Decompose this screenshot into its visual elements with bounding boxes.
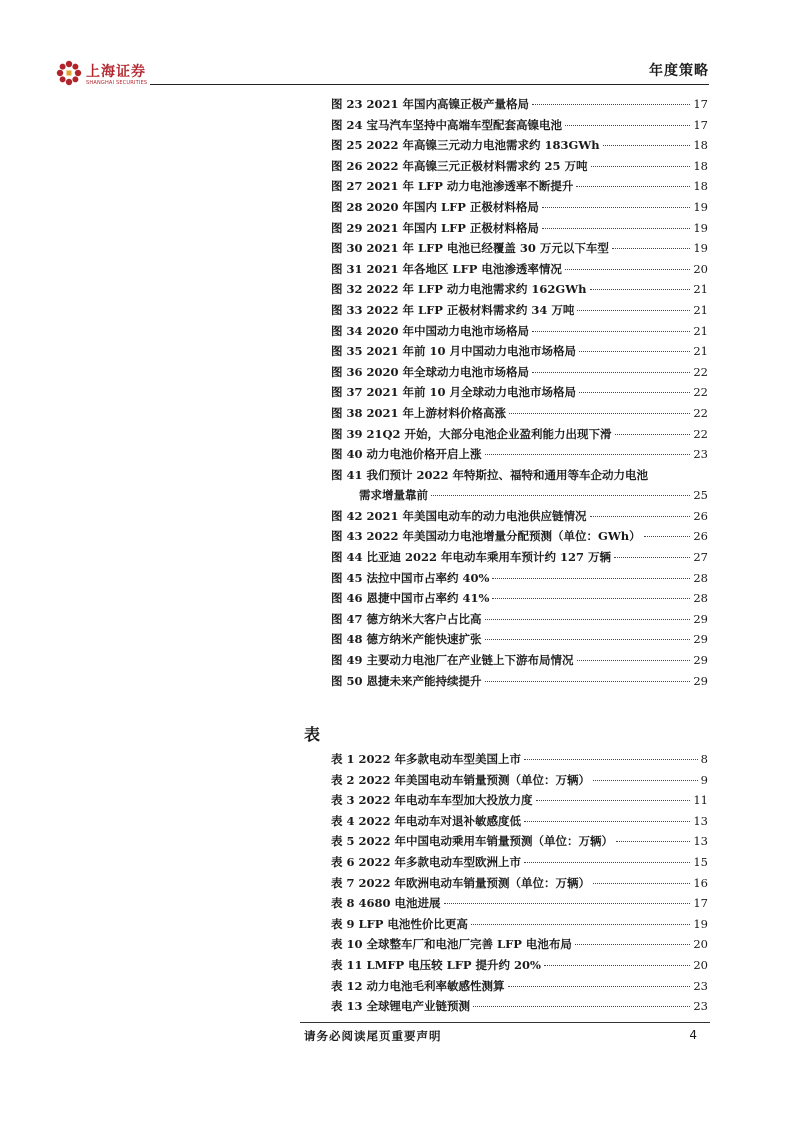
dot-leader: [473, 1006, 690, 1007]
figure-entry-page-number: 22: [693, 405, 708, 420]
figure-entry-label: 图 44 比亚迪 2022 年电动车乘用车预计约 127 万辆: [331, 550, 612, 565]
table-entry-label: 表 4 2022 年电动车对退补敏感度低: [331, 813, 522, 828]
figure-entry-page-number: 28: [693, 591, 708, 606]
table-entry-page-number: 23: [693, 999, 708, 1014]
figure-entry-label-continuation: 需求增量靠前: [359, 488, 428, 503]
dot-leader: [532, 331, 690, 332]
figure-entry[interactable]: [331, 300, 708, 321]
figure-entry-page-number: 21: [693, 282, 708, 297]
table-entry-label: 表 8 4680 电池进展: [331, 896, 441, 911]
table-entry[interactable]: [331, 749, 708, 770]
page-number: 4: [689, 1028, 697, 1042]
figure-entry[interactable]: [331, 362, 708, 383]
figure-entry-page-number: 22: [693, 426, 708, 441]
figure-entry[interactable]: [331, 568, 708, 589]
dot-leader: [485, 681, 691, 682]
table-entry-label: 表 11 LMFP 电压较 LFP 提升约 20%: [331, 957, 541, 972]
figure-entry[interactable]: [331, 650, 708, 671]
figure-entry-page-number: 17: [693, 117, 708, 132]
figure-entry-page-number: 19: [693, 199, 708, 214]
table-entry-label: 表 3 2022 年电动车车型加大投放力度: [331, 793, 533, 808]
table-entry-label: 表 6 2022 年多款电动车型欧洲上市: [331, 854, 522, 869]
figure-entry-page-number: 20: [693, 261, 708, 276]
figure-entry-page-number: 22: [693, 385, 708, 400]
figure-entry-page-number: 29: [693, 632, 708, 647]
dot-leader: [644, 536, 691, 537]
figure-entry-label: 图 28 2020 年国内 LFP 正极材料格局: [331, 199, 539, 214]
figure-entry[interactable]: [331, 671, 708, 692]
figure-entry[interactable]: [331, 176, 708, 197]
dot-leader: [485, 639, 691, 640]
figure-entry-label: 图 40 动力电池价格开启上涨: [331, 447, 482, 462]
figure-entry-label: 图 49 主要动力电池厂在产业链上下游布局情况: [331, 653, 574, 668]
table-entry[interactable]: [331, 934, 708, 955]
table-entry[interactable]: [331, 770, 708, 791]
table-entry[interactable]: [331, 914, 708, 935]
dot-leader: [577, 310, 690, 311]
logo-emblem-icon: [56, 60, 82, 86]
dot-leader: [590, 289, 691, 290]
table-entry-page-number: 15: [693, 854, 708, 869]
figure-entry[interactable]: [331, 115, 708, 136]
dot-leader: [444, 903, 691, 904]
dot-leader: [593, 780, 698, 781]
figure-entry[interactable]: [331, 94, 708, 115]
dot-leader: [524, 821, 690, 822]
table-entry-page-number: 9: [700, 772, 708, 787]
figure-entry-page-number: 21: [693, 344, 708, 359]
figure-entry[interactable]: [331, 526, 708, 547]
figure-entry-page-number: 18: [693, 158, 708, 173]
figure-entry[interactable]: [331, 609, 708, 630]
logo-english-name: SHANGHAI SECURITIES: [86, 80, 148, 86]
table-entry-label: 表 1 2022 年多款电动车型美国上市: [331, 752, 522, 766]
table-entry-page-number: 16: [693, 875, 708, 890]
dot-leader: [524, 862, 690, 863]
figure-entry-label: 图 23 2021 年国内高镍正极产量格局: [331, 97, 530, 111]
figure-entry[interactable]: [331, 321, 708, 342]
figure-entry[interactable]: [331, 238, 708, 259]
table-entry-label: 表 12 动力电池毛利率敏感性测算: [331, 978, 505, 993]
figure-entry[interactable]: [331, 403, 708, 424]
figure-entry-page-number: 21: [693, 302, 708, 317]
dot-leader: [485, 619, 691, 620]
table-entry[interactable]: [331, 831, 708, 852]
figure-entry-label: 图 31 2021 年各地区 LFP 电池渗透率情况: [331, 261, 562, 276]
header-divider: [150, 84, 709, 85]
figure-entry[interactable]: [331, 465, 708, 506]
figure-entry-label: 图 34 2020 年中国动力电池市场格局: [331, 323, 530, 338]
figure-entry-label: 图 37 2021 年前 10 月全球动力电池市场格局: [331, 385, 577, 400]
dot-leader: [593, 883, 690, 884]
figure-entry-label: 图 29 2021 年国内 LFP 正极材料格局: [331, 220, 539, 235]
figure-entry-label: 图 38 2021 年上游材料价格高涨: [331, 405, 507, 420]
figure-entry-label: 图 46 恩捷中国市占率约 41%: [331, 591, 490, 606]
table-entry[interactable]: [331, 873, 708, 894]
table-entry-page-number: 11: [693, 793, 708, 808]
table-entry[interactable]: [331, 852, 708, 873]
dot-leader: [615, 434, 691, 435]
footer-divider: [300, 1022, 710, 1023]
figure-entry[interactable]: [331, 156, 708, 177]
dot-leader: [492, 598, 690, 599]
dot-leader: [536, 800, 691, 801]
dot-leader: [579, 351, 690, 352]
table-list: [331, 749, 708, 1017]
dot-leader: [508, 986, 691, 987]
table-entry-page-number: 8: [700, 752, 708, 766]
table-entry-page-number: 17: [693, 896, 708, 911]
page-header: [0, 0, 793, 100]
dot-leader: [612, 248, 690, 249]
figure-entry[interactable]: [331, 506, 708, 527]
dot-leader: [524, 759, 698, 760]
figure-entry-page-number: 23: [693, 447, 708, 462]
figure-entry-label: 图 24 宝马汽车坚持中高端车型配套高镍电池: [331, 117, 563, 132]
figure-entry[interactable]: [331, 218, 708, 239]
figure-entry-label: 图 26 2022 年高镍三元正极材料需求约 25 万吨: [331, 158, 588, 173]
table-entry[interactable]: [331, 811, 708, 832]
figure-entry[interactable]: [331, 588, 708, 609]
table-entry-page-number: 20: [693, 957, 708, 972]
table-entry-page-number: 19: [693, 916, 708, 931]
dot-leader: [431, 495, 690, 496]
figure-entry-page-number: 26: [693, 508, 708, 523]
dot-leader: [544, 965, 690, 966]
table-entry-page-number: 13: [693, 834, 708, 849]
figure-entry-label: 图 32 2022 年 LFP 动力电池需求约 162GWh: [331, 282, 587, 297]
figure-entry[interactable]: [331, 197, 708, 218]
table-entry[interactable]: [331, 955, 708, 976]
figure-entry-page-number: 22: [693, 364, 708, 379]
figure-entry-label: 图 48 德方纳米产能快速扩张: [331, 632, 482, 647]
dot-leader: [542, 228, 690, 229]
figure-entry[interactable]: [331, 382, 708, 403]
figure-entry-page-number: 17: [693, 97, 708, 111]
dot-leader: [616, 841, 690, 842]
dot-leader: [579, 392, 690, 393]
figure-entry-page-number: 29: [693, 611, 708, 626]
tables-section-title: 表: [304, 725, 321, 744]
table-entry-page-number: 20: [693, 937, 708, 952]
figure-entry-label: 图 27 2021 年 LFP 动力电池渗透率不断提升: [331, 179, 574, 194]
dot-leader: [565, 125, 690, 126]
figure-entry-page-number: 29: [693, 653, 708, 668]
table-entry-label: 表 5 2022 年中国电动乘用车销量预测（单位：万辆）: [331, 834, 614, 849]
dot-leader: [614, 557, 690, 558]
figure-entry-page-number: 26: [693, 529, 708, 544]
company-logo: [56, 60, 156, 90]
footer-disclaimer: 请务必阅读尾页重要声明: [304, 1029, 442, 1043]
figure-entry[interactable]: [331, 259, 708, 280]
figure-list: [331, 94, 708, 691]
table-entry-label: 表 7 2022 年欧洲电动车销量预测（单位：万辆）: [331, 875, 591, 890]
dot-leader: [532, 104, 690, 105]
dot-leader: [509, 413, 690, 414]
dot-leader: [485, 454, 691, 455]
figure-entry-label: 图 47 德方纳米大客户占比高: [331, 611, 482, 626]
figure-entry-label: 图 43 2022 年美国动力电池增量分配预测（单位：GWh）: [331, 529, 641, 544]
dot-leader: [577, 660, 691, 661]
figure-entry-page-number: 29: [693, 673, 708, 688]
figure-entry[interactable]: [331, 629, 708, 650]
figure-entry-page-number: 19: [693, 220, 708, 235]
figure-entry[interactable]: [331, 444, 708, 465]
table-entry[interactable]: [331, 996, 708, 1017]
figure-entry[interactable]: [331, 135, 708, 156]
figure-entry-page-number: 25: [693, 488, 708, 503]
table-entry[interactable]: [331, 790, 708, 811]
figure-entry-label: 图 33 2022 年 LFP 正极材料需求约 34 万吨: [331, 302, 575, 317]
table-entry-label: 表 9 LFP 电池性价比更高: [331, 916, 468, 931]
dot-leader: [532, 372, 690, 373]
figure-entry-page-number: 27: [693, 550, 708, 565]
logo-chinese-name: 上海证券: [86, 64, 146, 80]
figure-entry-label: 图 50 恩捷未来产能持续提升: [331, 673, 482, 688]
figure-entry-label: 图 35 2021 年前 10 月中国动力电池市场格局: [331, 344, 577, 359]
figure-entry[interactable]: [331, 279, 708, 300]
figure-entry-page-number: 18: [693, 138, 708, 153]
dot-leader: [471, 924, 690, 925]
table-entry-label: 表 13 全球锂电产业链预测: [331, 999, 471, 1014]
dot-leader: [542, 207, 690, 208]
table-entry-label: 表 2 2022 年美国电动车销量预测（单位：万辆）: [331, 772, 591, 787]
figure-entry-label: 图 39 21Q2 开始，大部分电池企业盈利能力出现下滑: [331, 426, 612, 441]
figure-entry-page-number: 19: [693, 241, 708, 256]
dot-leader: [591, 166, 691, 167]
figure-entry-page-number: 18: [693, 179, 708, 194]
table-entry-page-number: 13: [693, 813, 708, 828]
figure-entry-label: 图 36 2020 年全球动力电池市场格局: [331, 364, 530, 379]
figure-entry-label: 图 25 2022 年高镍三元动力电池需求约 183GWh: [331, 138, 600, 153]
dot-leader: [575, 944, 690, 945]
dot-leader: [565, 269, 690, 270]
figure-entry[interactable]: [331, 547, 708, 568]
dot-leader: [603, 145, 691, 146]
table-entry-page-number: 23: [693, 978, 708, 993]
figure-entry[interactable]: [331, 341, 708, 362]
figure-entry-label: 图 42 2021 年美国电动车的动力电池供应链情况: [331, 508, 587, 523]
figure-entry[interactable]: [331, 424, 708, 445]
table-entry[interactable]: [331, 893, 708, 914]
table-entry[interactable]: [331, 976, 708, 997]
dot-leader: [590, 516, 691, 517]
figure-entry-page-number: 21: [693, 323, 708, 338]
table-entry-label: 表 10 全球整车厂和电池厂完善 LFP 电池布局: [331, 937, 572, 952]
figure-entry-page-number: 28: [693, 570, 708, 585]
figure-entry-label: 图 45 法拉中国市占率约 40%: [331, 570, 490, 585]
dot-leader: [492, 578, 690, 579]
figure-entry-label: 图 41 我们预计 2022 年特斯拉、福特和通用等车企动力电池: [331, 467, 649, 482]
dot-leader: [576, 186, 690, 187]
figure-entry-label: 图 30 2021 年 LFP 电池已经覆盖 30 万元以下车型: [331, 241, 609, 256]
report-type-title: 年度策略: [649, 63, 709, 79]
